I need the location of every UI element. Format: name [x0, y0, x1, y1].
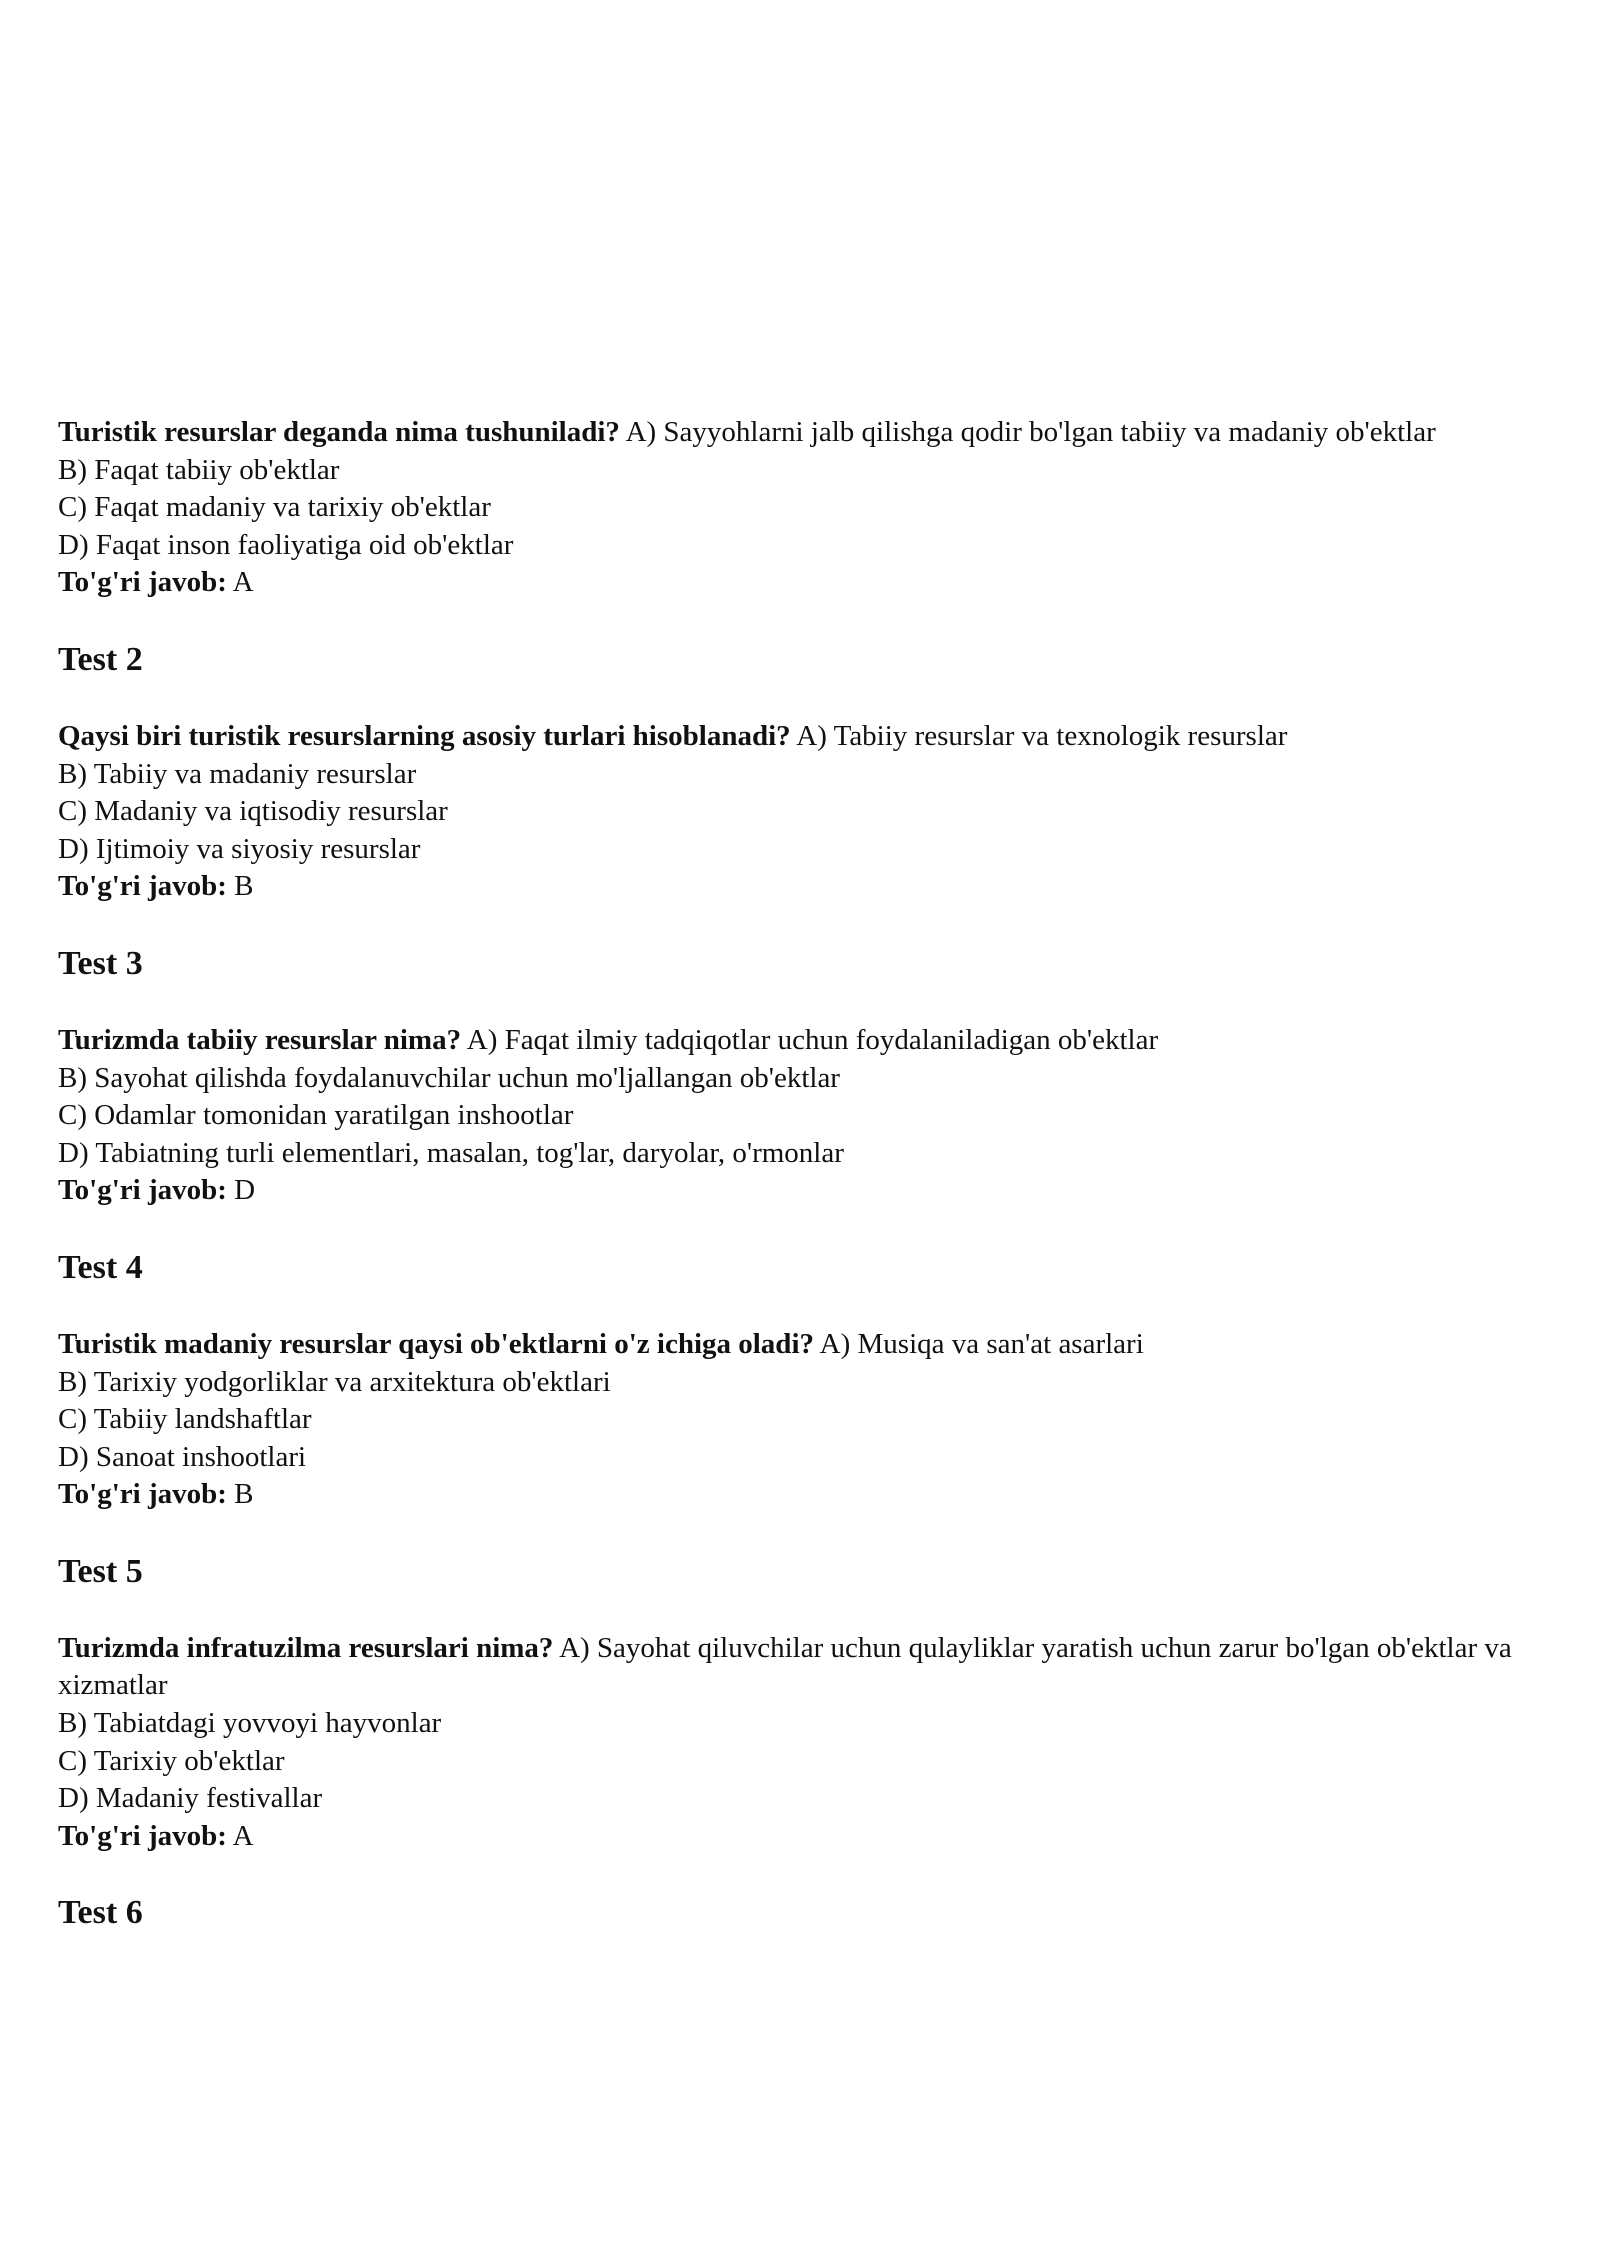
question-stem: Turistik resurslar deganda nima tushuniladi?: [58, 416, 620, 448]
option-d: D) Ijtimoiy va siyosiy resurslar: [58, 832, 421, 865]
document-body: [58, 414, 1558, 1971]
option-b: B) Tabiatdagi yovvoyi hayvonlar: [58, 1707, 442, 1740]
option-a: A) Tabiiy resurslar va texnologik resurslar: [796, 719, 1288, 752]
correct-answer: [58, 1818, 1558, 1856]
answer-label: To'g'ri javob:: [58, 566, 227, 599]
option-a: A) Sayyohlarni jalb qilishga qodir bo'lgan tabiiy va madaniy ob'ektlar: [625, 416, 1436, 448]
answer-value: D: [234, 1174, 256, 1207]
option-a: A) Sayohat qiluvchilar uchun qulayliklar yaratish uchun zarur bo'lgan ob'ektlar va xizmatlar: [58, 1631, 1512, 1702]
option-c: C) Faqat madaniy va tarixiy ob'ektlar: [58, 491, 491, 524]
option-a: A) Musiqa va san'at asarlari: [819, 1327, 1144, 1360]
correct-answer: [58, 564, 1558, 602]
question-line: [58, 718, 1558, 756]
answer-label: To'g'ri javob:: [58, 1478, 227, 1511]
option-b: B) Tarixiy yodgorliklar va arxitektura ob'ektlari: [58, 1365, 611, 1398]
question-stem: Turizmda infratuzilma resurslari nima?: [58, 1631, 554, 1664]
option-d: D) Faqat inson faoliyatiga oid ob'ektlar: [58, 528, 514, 561]
test-heading: Test 5: [58, 1552, 143, 1590]
answer-value: A: [232, 1819, 254, 1852]
option-a: A) Faqat ilmiy tadqiqotlar uchun foydalaniladigan ob'ektlar: [466, 1023, 1159, 1056]
answer-label: To'g'ri javob:: [58, 1174, 227, 1207]
answer-label: To'g'ri javob:: [58, 1819, 227, 1852]
question-block: [58, 1022, 1558, 1210]
test-heading: Test 3: [58, 944, 143, 982]
question-line: [58, 1326, 1558, 1364]
question-block: [58, 414, 1558, 602]
test-heading: Test 2: [58, 640, 143, 678]
question-stem: Qaysi biri turistik resurslarning asosiy turlari hisoblanadi?: [58, 719, 791, 752]
option-c: C) Odamlar tomonidan yaratilgan inshootlar: [58, 1099, 574, 1132]
correct-answer: [58, 1172, 1558, 1210]
correct-answer: [58, 868, 1558, 906]
option-d: D) Madaniy festivallar: [58, 1782, 323, 1815]
test-heading: Test 6: [58, 1894, 143, 1932]
option-d: D) Sanoat inshootlari: [58, 1440, 307, 1473]
option-c: C) Tarixiy ob'ektlar: [58, 1744, 285, 1777]
question-stem: Turistik madaniy resurslar qaysi ob'ektlarni o'z ichiga oladi?: [58, 1327, 814, 1360]
question-line: [58, 414, 1558, 452]
option-b: B) Tabiiy va madaniy resurslar: [58, 757, 417, 790]
answer-value: B: [234, 1478, 254, 1511]
option-b: B) Sayohat qilishda foydalanuvchilar uchun mo'ljallangan ob'ektlar: [58, 1061, 840, 1094]
question-block: [58, 1630, 1558, 1856]
question-line: [58, 1630, 1558, 1705]
option-c: C) Tabiiy landshaftlar: [58, 1403, 312, 1436]
test-heading: Test 4: [58, 1248, 143, 1286]
option-c: C) Madaniy va iqtisodiy resurslar: [58, 795, 448, 828]
correct-answer: [58, 1476, 1558, 1514]
question-block: [58, 718, 1558, 906]
answer-value: B: [234, 870, 254, 903]
option-d: D) Tabiatning turli elementlari, masalan, tog'lar, daryolar, o'rmonlar: [58, 1136, 844, 1169]
question-block: [58, 1326, 1558, 1514]
question-stem: Turizmda tabiiy resurslar nima?: [58, 1023, 462, 1056]
option-b: B) Faqat tabiiy ob'ektlar: [58, 453, 340, 486]
answer-label: To'g'ri javob:: [58, 870, 227, 903]
question-line: [58, 1022, 1558, 1060]
answer-value: A: [232, 566, 254, 599]
